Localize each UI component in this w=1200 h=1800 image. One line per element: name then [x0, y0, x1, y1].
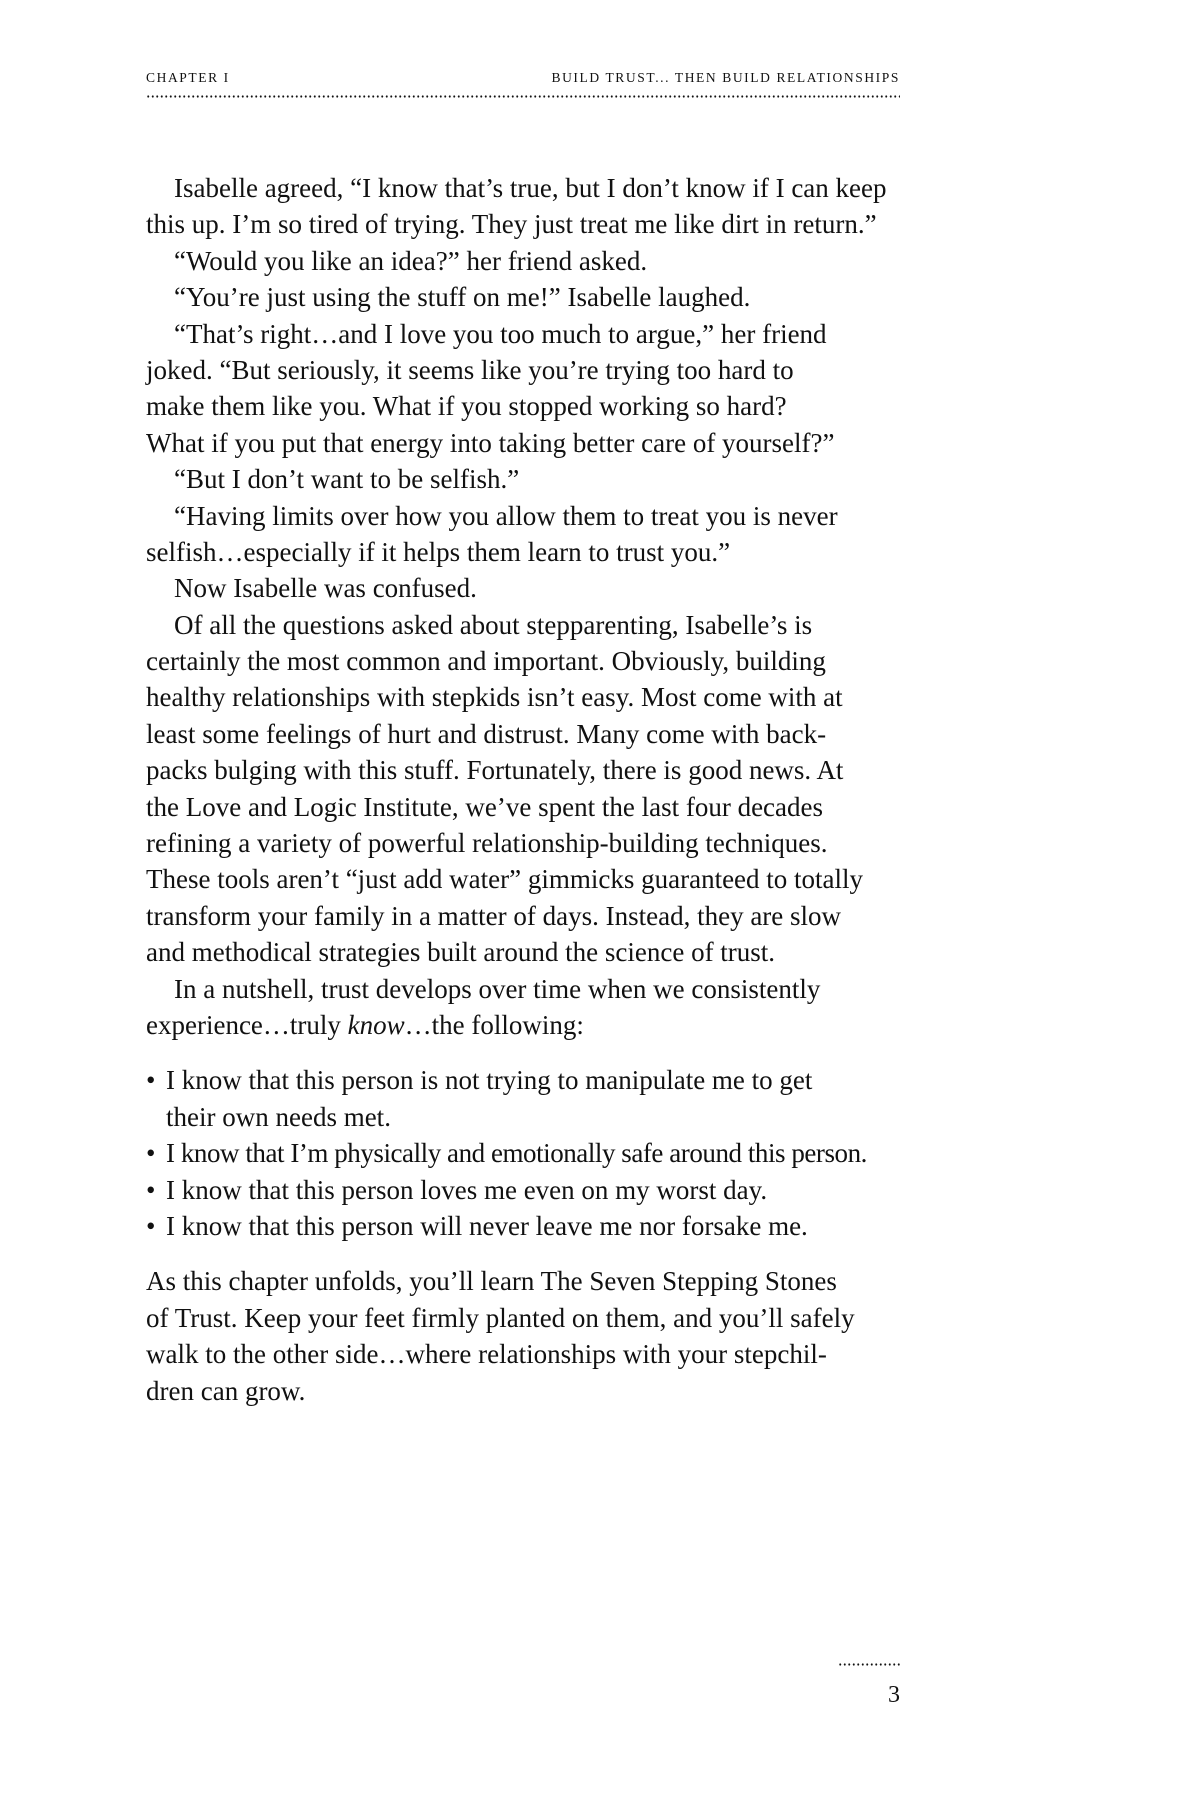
- text-line: “That’s right…and I love you too much to argue,” her friend: [174, 318, 827, 349]
- closing-paragraph: [146, 1263, 906, 1409]
- bullet-icon: •: [146, 1065, 156, 1096]
- header-dotted-rule: [146, 95, 900, 98]
- text-line: refining a variety of powerful relationship-building techniques.: [146, 828, 828, 859]
- bullet-icon: •: [146, 1138, 156, 1169]
- text-line: joked. “But seriously, it seems like you’re trying too hard to: [146, 354, 794, 385]
- text-line: and methodical strategies built around the science of trust.: [146, 937, 776, 968]
- paragraph-lines: [146, 170, 906, 1007]
- footer-dotted-rule: [838, 1663, 900, 1666]
- text-line-emphasis: [146, 1007, 906, 1043]
- text-line: the Love and Logic Institute, we’ve spent the last four decades: [146, 791, 824, 822]
- text-line: dren can grow.: [146, 1375, 306, 1406]
- text-line: As this chapter unfolds, you’ll learn The Seven Stepping Stones: [146, 1266, 837, 1297]
- text-line: walk to the other side…where relationships with your stepchil-: [146, 1339, 827, 1370]
- text-line: Of all the questions asked about stepparenting, Isabelle’s is: [174, 609, 813, 640]
- spacer: [146, 1244, 906, 1263]
- page-number: 3: [888, 1682, 900, 1708]
- text-line: make them like you. What if you stopped working so hard?: [146, 391, 787, 422]
- bullet-icon: •: [146, 1210, 156, 1241]
- text-line: transform your family in a matter of days. Instead, they are slow: [146, 900, 842, 931]
- bullet-item: [146, 1172, 906, 1208]
- text-line: These tools aren’t “just add water” gimmicks guaranteed to totally: [146, 864, 864, 895]
- body-text: [146, 170, 906, 1409]
- spacer: [146, 1043, 906, 1062]
- bullet-item: [146, 1135, 906, 1171]
- bullet-icon: •: [146, 1174, 156, 1205]
- chapter-label: CHAPTER I: [146, 70, 230, 85]
- bullet-item: [146, 1208, 906, 1244]
- text-line: In a nutshell, trust develops over time when we consistently: [174, 973, 821, 1004]
- text-line: Now Isabelle was confused.: [174, 573, 477, 604]
- text-segment: experience…truly: [146, 1009, 348, 1040]
- text-segment: …the following:: [404, 1009, 584, 1040]
- text-line: “Would you like an idea?” her friend asked.: [174, 245, 648, 276]
- text-line: “You’re just using the stuff on me!” Isabelle laughed.: [174, 282, 751, 313]
- text-line: least some feelings of hurt and distrust. Many come with back-: [146, 718, 827, 749]
- bullet-list: [146, 1062, 906, 1244]
- text-line: “But I don’t want to be selfish.”: [174, 464, 520, 495]
- bullet-item: [146, 1062, 906, 1098]
- text-line: What if you put that energy into taking better care of yourself?”: [146, 427, 835, 458]
- text-line: this up. I’m so tired of trying. They just treat me like dirt in return.”: [146, 209, 877, 240]
- text-line: Isabelle agreed, “I know that’s true, but I don’t know if I can keep: [174, 173, 887, 203]
- bullet-item-continuation: their own needs met.: [166, 1101, 391, 1132]
- bullet-text: I know that this person will never leave me nor forsake me.: [166, 1210, 808, 1241]
- italic-word: know: [347, 1009, 405, 1040]
- bullet-text: I know that this person is not trying to manipulate me to get: [166, 1065, 813, 1096]
- running-header: [146, 70, 900, 90]
- text-line: healthy relationships with stepkids isn’t easy. Most come with at: [146, 682, 843, 713]
- text-line: “Having limits over how you allow them to treat you is never: [174, 500, 838, 531]
- bullet-text: I know that I’m physically and emotionally safe around this person.: [166, 1138, 867, 1169]
- bullet-text: I know that this person loves me even on my worst day.: [166, 1174, 768, 1205]
- text-line: certainly the most common and important. Obviously, building: [146, 646, 826, 677]
- text-line: packs bulging with this stuff. Fortunately, there is good news. At: [146, 755, 844, 786]
- text-line: selfish…especially if it helps them learn to trust you.”: [146, 536, 731, 567]
- text-line: of Trust. Keep your feet firmly planted on them, and you’ll safely: [146, 1302, 855, 1333]
- section-title: BUILD TRUST... THEN BUILD RELATIONSHIPS: [551, 70, 900, 85]
